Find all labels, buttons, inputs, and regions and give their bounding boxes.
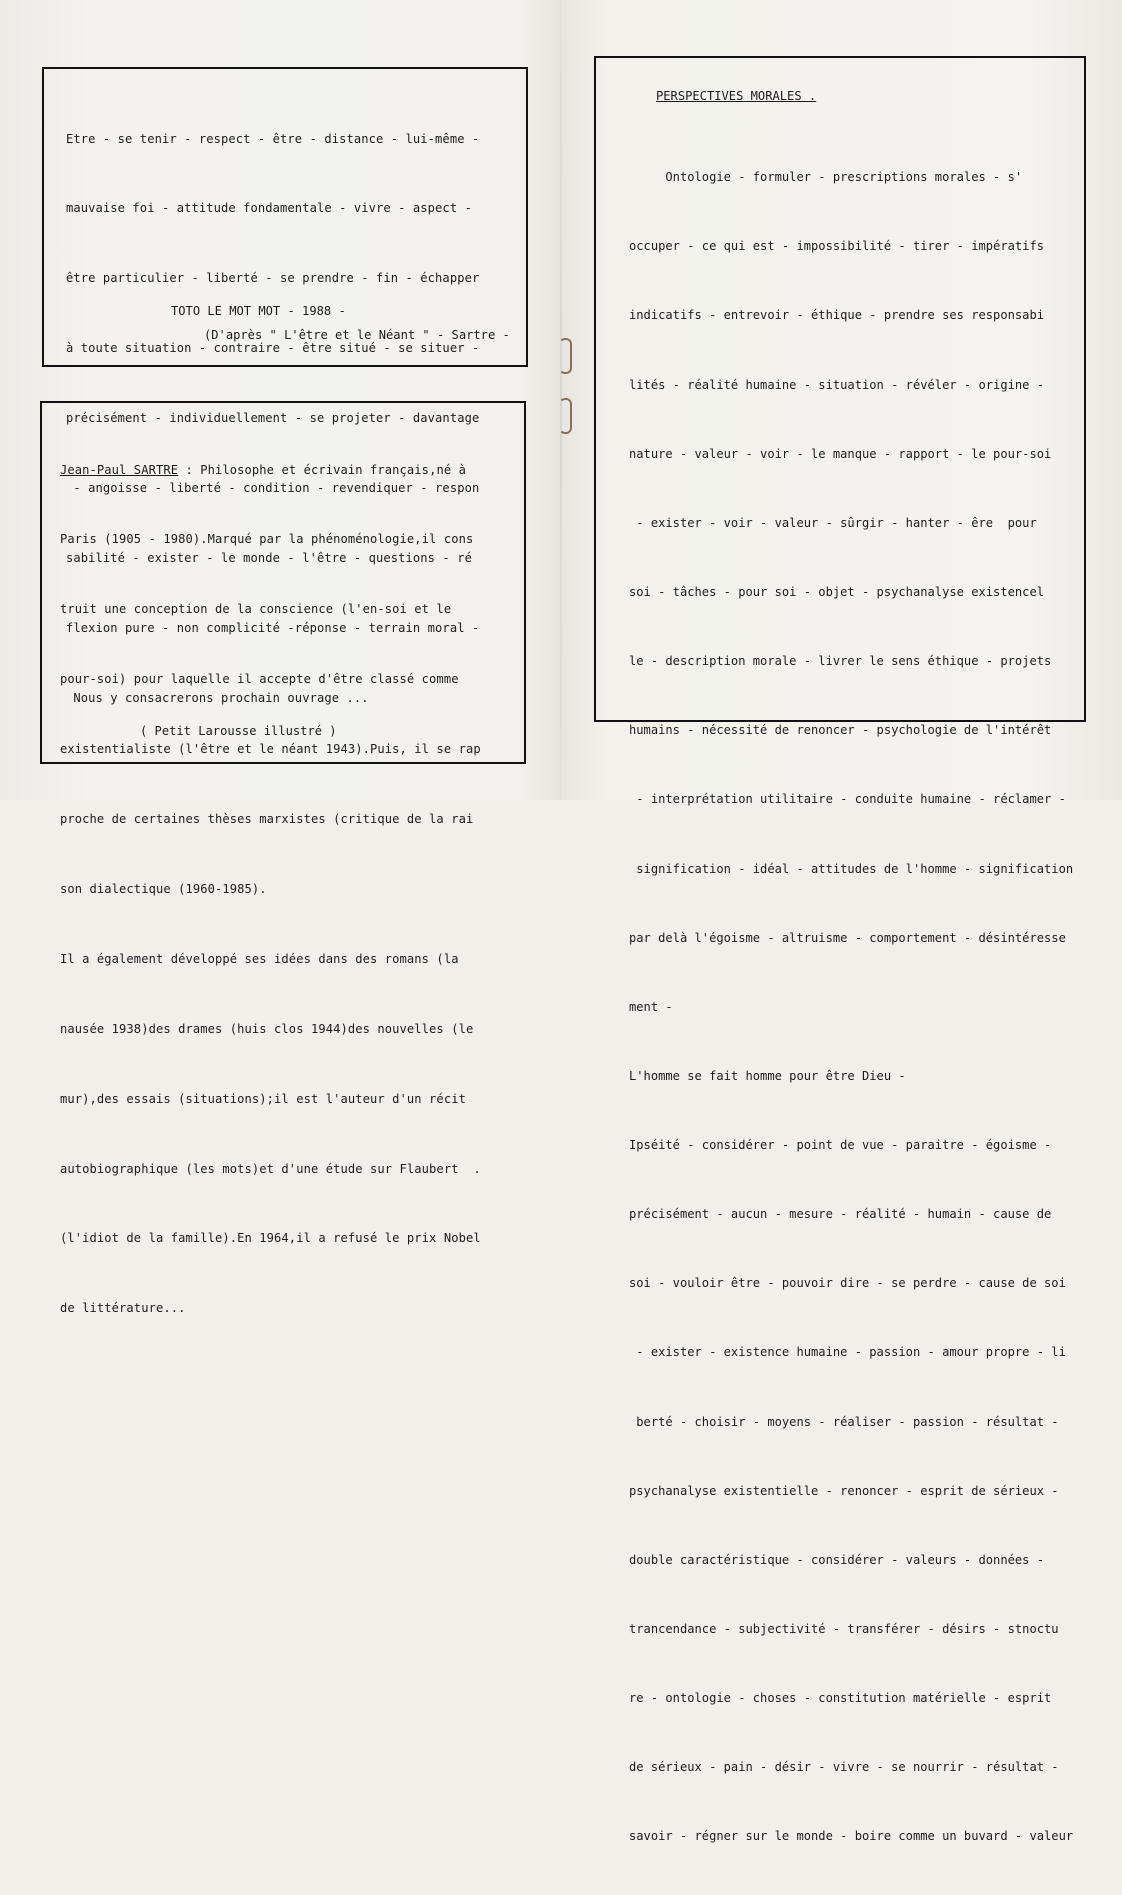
morales-line: lités - réalité humaine - situation - révéler - origine - [629,377,1045,392]
morales-line: humains - nécessité de renoncer - psychologie de l'intérêt [629,723,1052,738]
staple-icon [559,398,572,434]
morales-line: Ontologie - formuler - prescriptions morales - s' [629,170,1023,185]
lexicon-credit: TOTO LE MOT MOT - 1988 - [171,304,346,318]
morales-line: trancendance - subjectivité - transférer - désirs - stnoctu [629,1622,1059,1637]
morales-line: nature - valeur - voir - le manque - rapport - le pour-soi [629,446,1052,461]
lexicon-line: être particulier - liberté - se prendre - fin - échapper [66,271,480,286]
sartre-line: nausée 1938)des drames (huis clos 1944)des nouvelles (le [60,1021,474,1036]
morales-line: le - description morale - livrer le sens éthique - projets [629,654,1052,669]
lexicon-line: sabilité - exister - le monde - l'être - questions - ré [66,550,472,565]
morales-line: précisément - aucun - mesure - réalité - humain - cause de [629,1207,1052,1222]
sartre-line: truit une conception de la conscience (l'en-soi et le [60,602,452,617]
morales-line: - interprétation utilitaire - conduite humaine - réclamer - [629,792,1066,807]
lexicon-line: Etre - se tenir - respect - être - distance - lui-même - [66,131,480,146]
perspectives-morales-box [594,56,1086,1844]
sartre-line: Paris (1905 - 1980).Marqué par la phénoménologie,il cons [60,532,474,547]
lexicon-line: mauvaise foi - attitude fondamentale - vivre - aspect - [66,201,472,216]
sartre-line: Il a également développé ses idées dans des romans (la [60,951,459,966]
morales-line: - exister - voir - valeur - sûrgir - hanter - êre pour [629,515,1037,530]
morales-line: ment - [629,999,673,1014]
morales-line: soi - vouloir être - pouvoir dire - se perdre - cause de soi [629,1276,1066,1291]
morales-line: - exister - existence humaine - passion - amour propre - li [629,1345,1066,1360]
morales-line: double caractéristique - considérer - valeurs - données - [629,1552,1045,1567]
morales-line: signification - idéal - attitudes de l'homme - signification [629,861,1074,876]
lexicon-line: - angoisse - liberté - condition - revendiquer - respon [66,481,480,496]
sartre-line: autobiographique (les mots)et d'une étude sur Flaubert . [60,1161,481,1176]
morales-line: occuper - ce qui est - impossibilité - tirer - impératifs [629,239,1045,254]
morales-line: L'homme se fait homme pour être Dieu - [629,1068,906,1083]
lexicon-source: (D'après " L'être et le Néant " - Sartre - [204,328,510,342]
morales-line: par delà l'égoisme - altruisme - comportement - désintéresse [629,930,1066,945]
staple-icon [559,338,572,374]
sartre-biography-box [40,401,526,1316]
lexicon-line: à toute situation - contraire - être situé - se situer - [66,341,480,356]
morales-text [629,120,1073,1895]
sartre-line: de littérature... [60,1301,186,1316]
sartre-biography-text [60,412,481,1367]
morales-line: de sérieux - pain - désir - vivre - se nourrir - résultat - [629,1760,1059,1775]
sartre-line: mur),des essais (situations);il est l'auteur d'un récit [60,1091,466,1106]
sartre-source: ( Petit Larousse illustré ) [140,724,337,738]
sartre-line: proche de certaines thèses marxistes (critique de la rai [60,812,474,827]
sartre-line: son dialectique (1960-1985). [60,881,267,896]
lexicon-line: précisément - individuellement - se projeter - davantage [66,411,480,426]
morales-line: soi - tâches - pour soi - objet - psychanalyse existencel [629,584,1045,599]
sartre-line: (l'idiot de la famille).En 1964,il a refusé le prix Nobel [60,1231,481,1246]
lexicon-line: flexion pure - non complicité -réponse - terrain moral - [66,620,480,635]
morales-line: Ipséité - considérer - point de vue - paraitre - égoisme - [629,1138,1052,1153]
morales-line: savoir - régner sur le monde - boire comme un buvard - valeur [629,1829,1074,1844]
morales-line: berté - choisir - moyens - réaliser - passion - résultat - [629,1414,1059,1429]
sartre-line: existentialiste (l'être et le néant 1943).Puis, il se rap [60,742,481,757]
morales-line: psychanalyse existentielle - renoncer - esprit de sérieux - [629,1483,1059,1498]
sartre-line: pour-soi) pour laquelle il accepte d'être classé comme [60,672,459,687]
sartre-name: Jean-Paul SARTRE [60,462,179,477]
morales-line: re - ontologie - choses - constitution matérielle - esprit [629,1691,1052,1706]
sartre-first-line [60,459,481,482]
section-title: PERSPECTIVES MORALES . [656,89,817,103]
morales-line: indicatifs - entrevoir - éthique - prendre ses responsabi [629,308,1045,323]
sartre-intro: : Philosophe et écrivain français,né à [178,462,466,477]
lexicon-line: Nous y consacrerons prochain ouvrage ... [66,690,369,705]
